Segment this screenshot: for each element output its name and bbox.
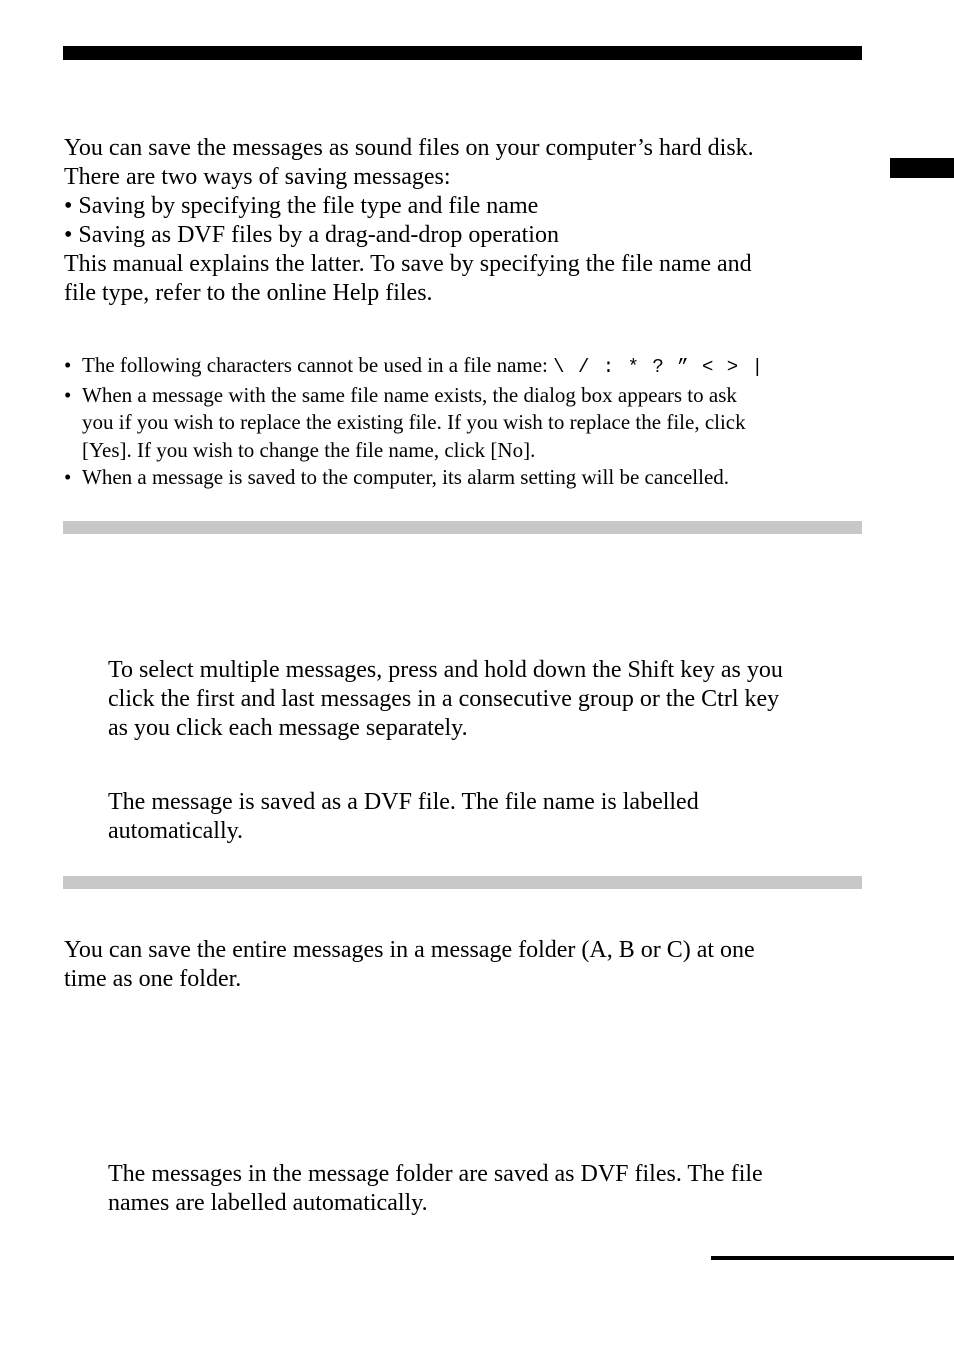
text-line: time as one folder. [64, 966, 242, 992]
top-rule [63, 46, 862, 60]
multi-select-paragraph [108, 656, 868, 743]
note-bullet: • [64, 382, 72, 407]
text-line: You can save the entire messages in a message folder (A, B or C) at one [64, 937, 755, 963]
notes-list [64, 352, 864, 492]
intro-line: file type, refer to the online Help files. [64, 280, 433, 306]
text-line: names are labelled automatically. [108, 1190, 428, 1216]
side-tab-marker [890, 158, 954, 178]
note-text: The following characters cannot be used in a file name: [82, 353, 554, 377]
intro-paragraph [64, 134, 864, 308]
text-line: The message is saved as a DVF file. The file name is labelled [108, 789, 699, 815]
text-line: The messages in the message folder are saved as DVF files. The file [108, 1161, 763, 1187]
section-divider [63, 876, 862, 889]
note-bullet: • [64, 465, 72, 489]
bottom-rule [711, 1256, 954, 1260]
text-line: automatically. [108, 818, 244, 844]
note-text: you if you wish to replace the existing file. If you wish to replace the file, click [82, 410, 746, 434]
text-line: as you click each message separately. [108, 715, 468, 741]
text-line: To select multiple messages, press and hold down the Shift key as you [108, 657, 783, 683]
section-divider [63, 521, 862, 534]
note-item [64, 352, 864, 382]
note-text: When a message is saved to the computer, its alarm setting will be cancelled. [82, 465, 730, 489]
intro-bullet-item: • Saving as DVF files by a drag-and-drop operation [64, 222, 559, 248]
intro-line: This manual explains the latter. To save by specifying the file name and [64, 251, 752, 277]
note-item [64, 464, 864, 492]
note-text: [Yes]. If you wish to change the file name, click [No]. [82, 437, 536, 462]
folder-result-paragraph [108, 1160, 868, 1218]
intro-bullet-text: Saving by specifying the file type and file name [78, 193, 539, 219]
note-text: When a message with the same file name exists, the dialog box appears to ask [82, 382, 737, 407]
text-line: click the first and last messages in a consecutive group or the Ctrl key [108, 686, 780, 712]
note-bullet: • [64, 353, 72, 377]
save-result-paragraph [108, 788, 868, 846]
intro-bullet-text: Saving as DVF files by a drag-and-drop operation [78, 222, 559, 248]
intro-bullet-item: • Saving by specifying the file type and file name [64, 193, 539, 219]
note-item [64, 382, 864, 465]
invalid-chars: \ / : * ? ” < > | [553, 356, 764, 378]
folder-intro-paragraph [64, 936, 864, 994]
intro-line: There are two ways of saving messages: [64, 164, 451, 190]
intro-line: You can save the messages as sound files on your computer’s hard disk. [64, 135, 754, 161]
